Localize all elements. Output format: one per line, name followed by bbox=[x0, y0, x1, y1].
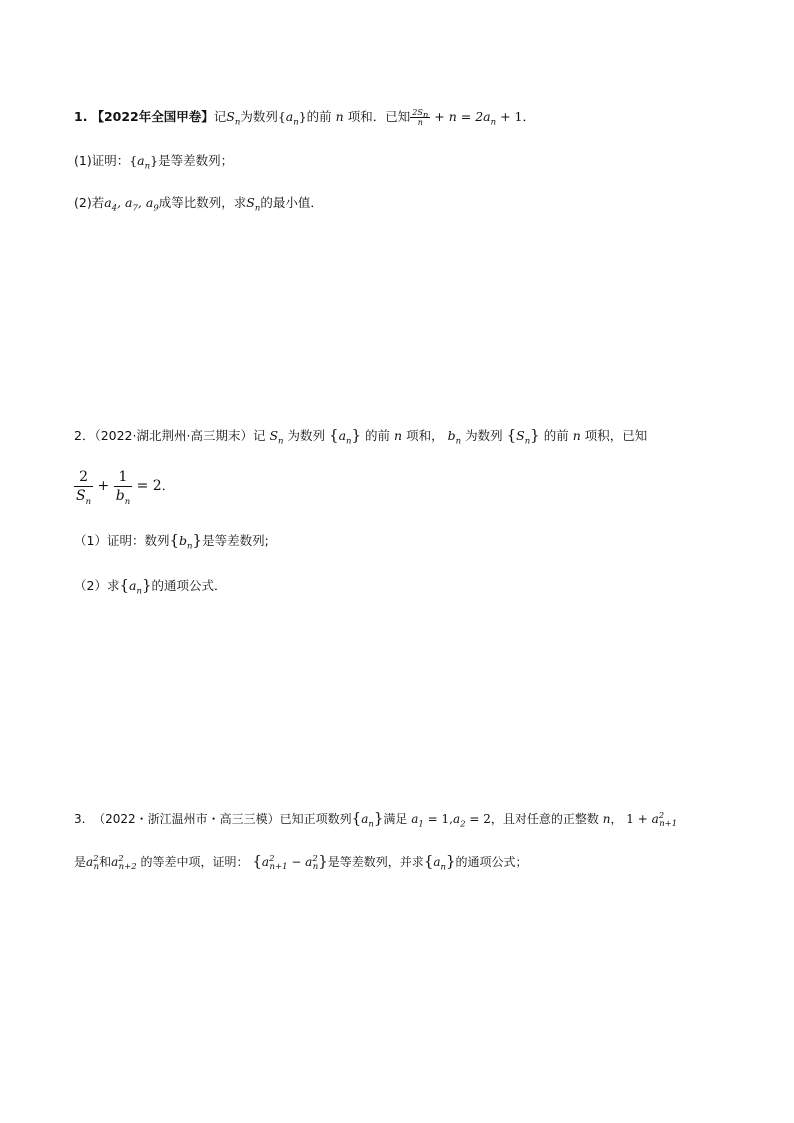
text: 记 bbox=[252, 428, 266, 443]
math-an: $\{a_n\}$ bbox=[129, 153, 159, 172]
problem-1-statement bbox=[74, 107, 535, 127]
part-label: （2）求 bbox=[74, 578, 120, 593]
math-one-plus: 1 + bbox=[626, 812, 652, 826]
equation-rhs: = 2 bbox=[132, 478, 162, 494]
text: 和 bbox=[99, 855, 112, 869]
math-bn: $b_n$ bbox=[179, 533, 193, 552]
fraction-2-over-Sn: $\frac{2}{S_n}$ bbox=[76, 469, 92, 507]
math-n: n bbox=[602, 812, 611, 826]
problem-1-number: 1. bbox=[74, 109, 88, 124]
text: 为数列 bbox=[287, 428, 326, 443]
equation-end: + 1 bbox=[496, 109, 523, 124]
text: 的前 bbox=[365, 428, 391, 443]
math-Sn: $S_n$ bbox=[269, 428, 284, 447]
part-label: （1）证明：数列 bbox=[74, 533, 170, 548]
part-label: (2)若 bbox=[74, 195, 105, 210]
text: 的最小值． bbox=[260, 195, 323, 210]
problem-2-part-2: （2）求$\{a_n\}$的通项公式． bbox=[74, 576, 227, 597]
text: 的前 bbox=[306, 109, 332, 124]
math-n: n bbox=[394, 428, 403, 443]
text: 的通项公式． bbox=[151, 578, 227, 593]
math-an: $\{a_n\}$ bbox=[277, 109, 307, 128]
text: ． bbox=[522, 109, 535, 124]
math-an: $a_n$ bbox=[361, 812, 374, 830]
equation-mid: + n = 2 bbox=[430, 109, 484, 124]
text: ， bbox=[610, 812, 623, 826]
math-bn: $b_n$ bbox=[447, 428, 462, 447]
text: 是等差数列，并求 bbox=[327, 855, 424, 869]
text: 的通项公式； bbox=[455, 855, 528, 869]
math-an: $a_n$ bbox=[129, 578, 142, 597]
problem-3-source: （2022・浙江温州市・高三三模） bbox=[93, 812, 280, 826]
text: 成等比数列，求 bbox=[158, 195, 247, 210]
part-label: (1)证明： bbox=[74, 153, 130, 168]
problem-3-number: 3. bbox=[74, 812, 86, 826]
text: ，且对任意的正整数 bbox=[490, 812, 599, 826]
problem-2-number: 2． bbox=[74, 428, 95, 443]
text: 是等差数列； bbox=[158, 153, 234, 168]
math-Sn: $S_n$ bbox=[246, 195, 261, 214]
problem-1-source: 【2022年全国甲卷】 bbox=[91, 109, 214, 124]
problem-1-part-1 bbox=[74, 151, 233, 171]
math-an-squared: $a^2_n$ bbox=[86, 854, 100, 873]
math-an: $a_n$ bbox=[338, 428, 352, 447]
math-an2: $a_n$ bbox=[483, 109, 497, 128]
math-an: $a_n$ bbox=[433, 855, 446, 873]
math-Sn: $S_n$ bbox=[516, 428, 531, 447]
math-n: n bbox=[572, 428, 581, 443]
math-a-n-plus-1-squared: $a^2_{n+1}$ bbox=[651, 811, 678, 830]
text: 的前 bbox=[543, 428, 569, 443]
problem-2-equation: $\frac{2}{S_n}$ + $\frac{1}{b_n}$ = 2． bbox=[76, 469, 175, 507]
math-a4-a7-a9: $a_4$, $a_7$, $a_9$ bbox=[104, 195, 159, 214]
text: 项和， bbox=[406, 428, 444, 443]
math-n: n bbox=[335, 109, 344, 124]
problem-2-source: （2022·湖北荆州·高三期末） bbox=[94, 428, 253, 443]
fraction-2Sn-over-n: $\frac{2S_n}{n}$ bbox=[412, 108, 429, 127]
text: 已知正项数列 bbox=[279, 812, 352, 826]
text: 记 bbox=[213, 109, 227, 124]
text: 的等差中项，证明： bbox=[140, 855, 249, 869]
math-difference: $a^2_{n+1} - a^2_n$ bbox=[261, 854, 319, 873]
problem-2-part-1: （1）证明：数列$\{b_n\}$是等差数列; bbox=[74, 531, 269, 552]
text: 满足 bbox=[383, 812, 408, 826]
text: 项积，已知 bbox=[584, 428, 648, 443]
problem-3-statement: 3. （2022・浙江温州市・高三三模）已知正项数列$\{a_n\}$满足 $a_1 = 1,a_2 = 2$，且对任意的正整数 n， $1 + a^2_{n+1}$ bbox=[74, 809, 678, 830]
problem-2-statement: 2．（2022·湖北荆州·高三期末）记 $S_n$ 为数列 $\{a_n\}$ 的前 n 项和， $b_n$ 为数列 $\{S_n\}$ 的前 n 项积，已知 bbox=[74, 426, 648, 447]
problem-3-statement-line-2: 是$a^2_n$和$a^2_{n+2}$ 的等差中项，证明： $\{a^2_{n+1} - a^2_n\}$是等差数列，并求$\{a_n\}$的通项公式； bbox=[74, 852, 528, 873]
math-a-n-plus-2-squared: $a^2_{n+2}$ bbox=[111, 854, 137, 873]
math-initial-conditions: $a_1 = 1,a_2 = 2$ bbox=[411, 812, 491, 830]
text: 是等差数列; bbox=[202, 533, 269, 548]
math-S: $S_n$ bbox=[226, 109, 241, 128]
text: ． bbox=[161, 478, 175, 493]
text: 是 bbox=[74, 855, 87, 869]
fraction-1-over-bn: $\frac{1}{b_n}$ bbox=[115, 469, 131, 507]
text: 为数列 bbox=[465, 428, 503, 443]
text: 为数列 bbox=[240, 109, 278, 124]
problem-1-part-2 bbox=[74, 193, 323, 213]
text: 项和．已知 bbox=[347, 109, 411, 124]
